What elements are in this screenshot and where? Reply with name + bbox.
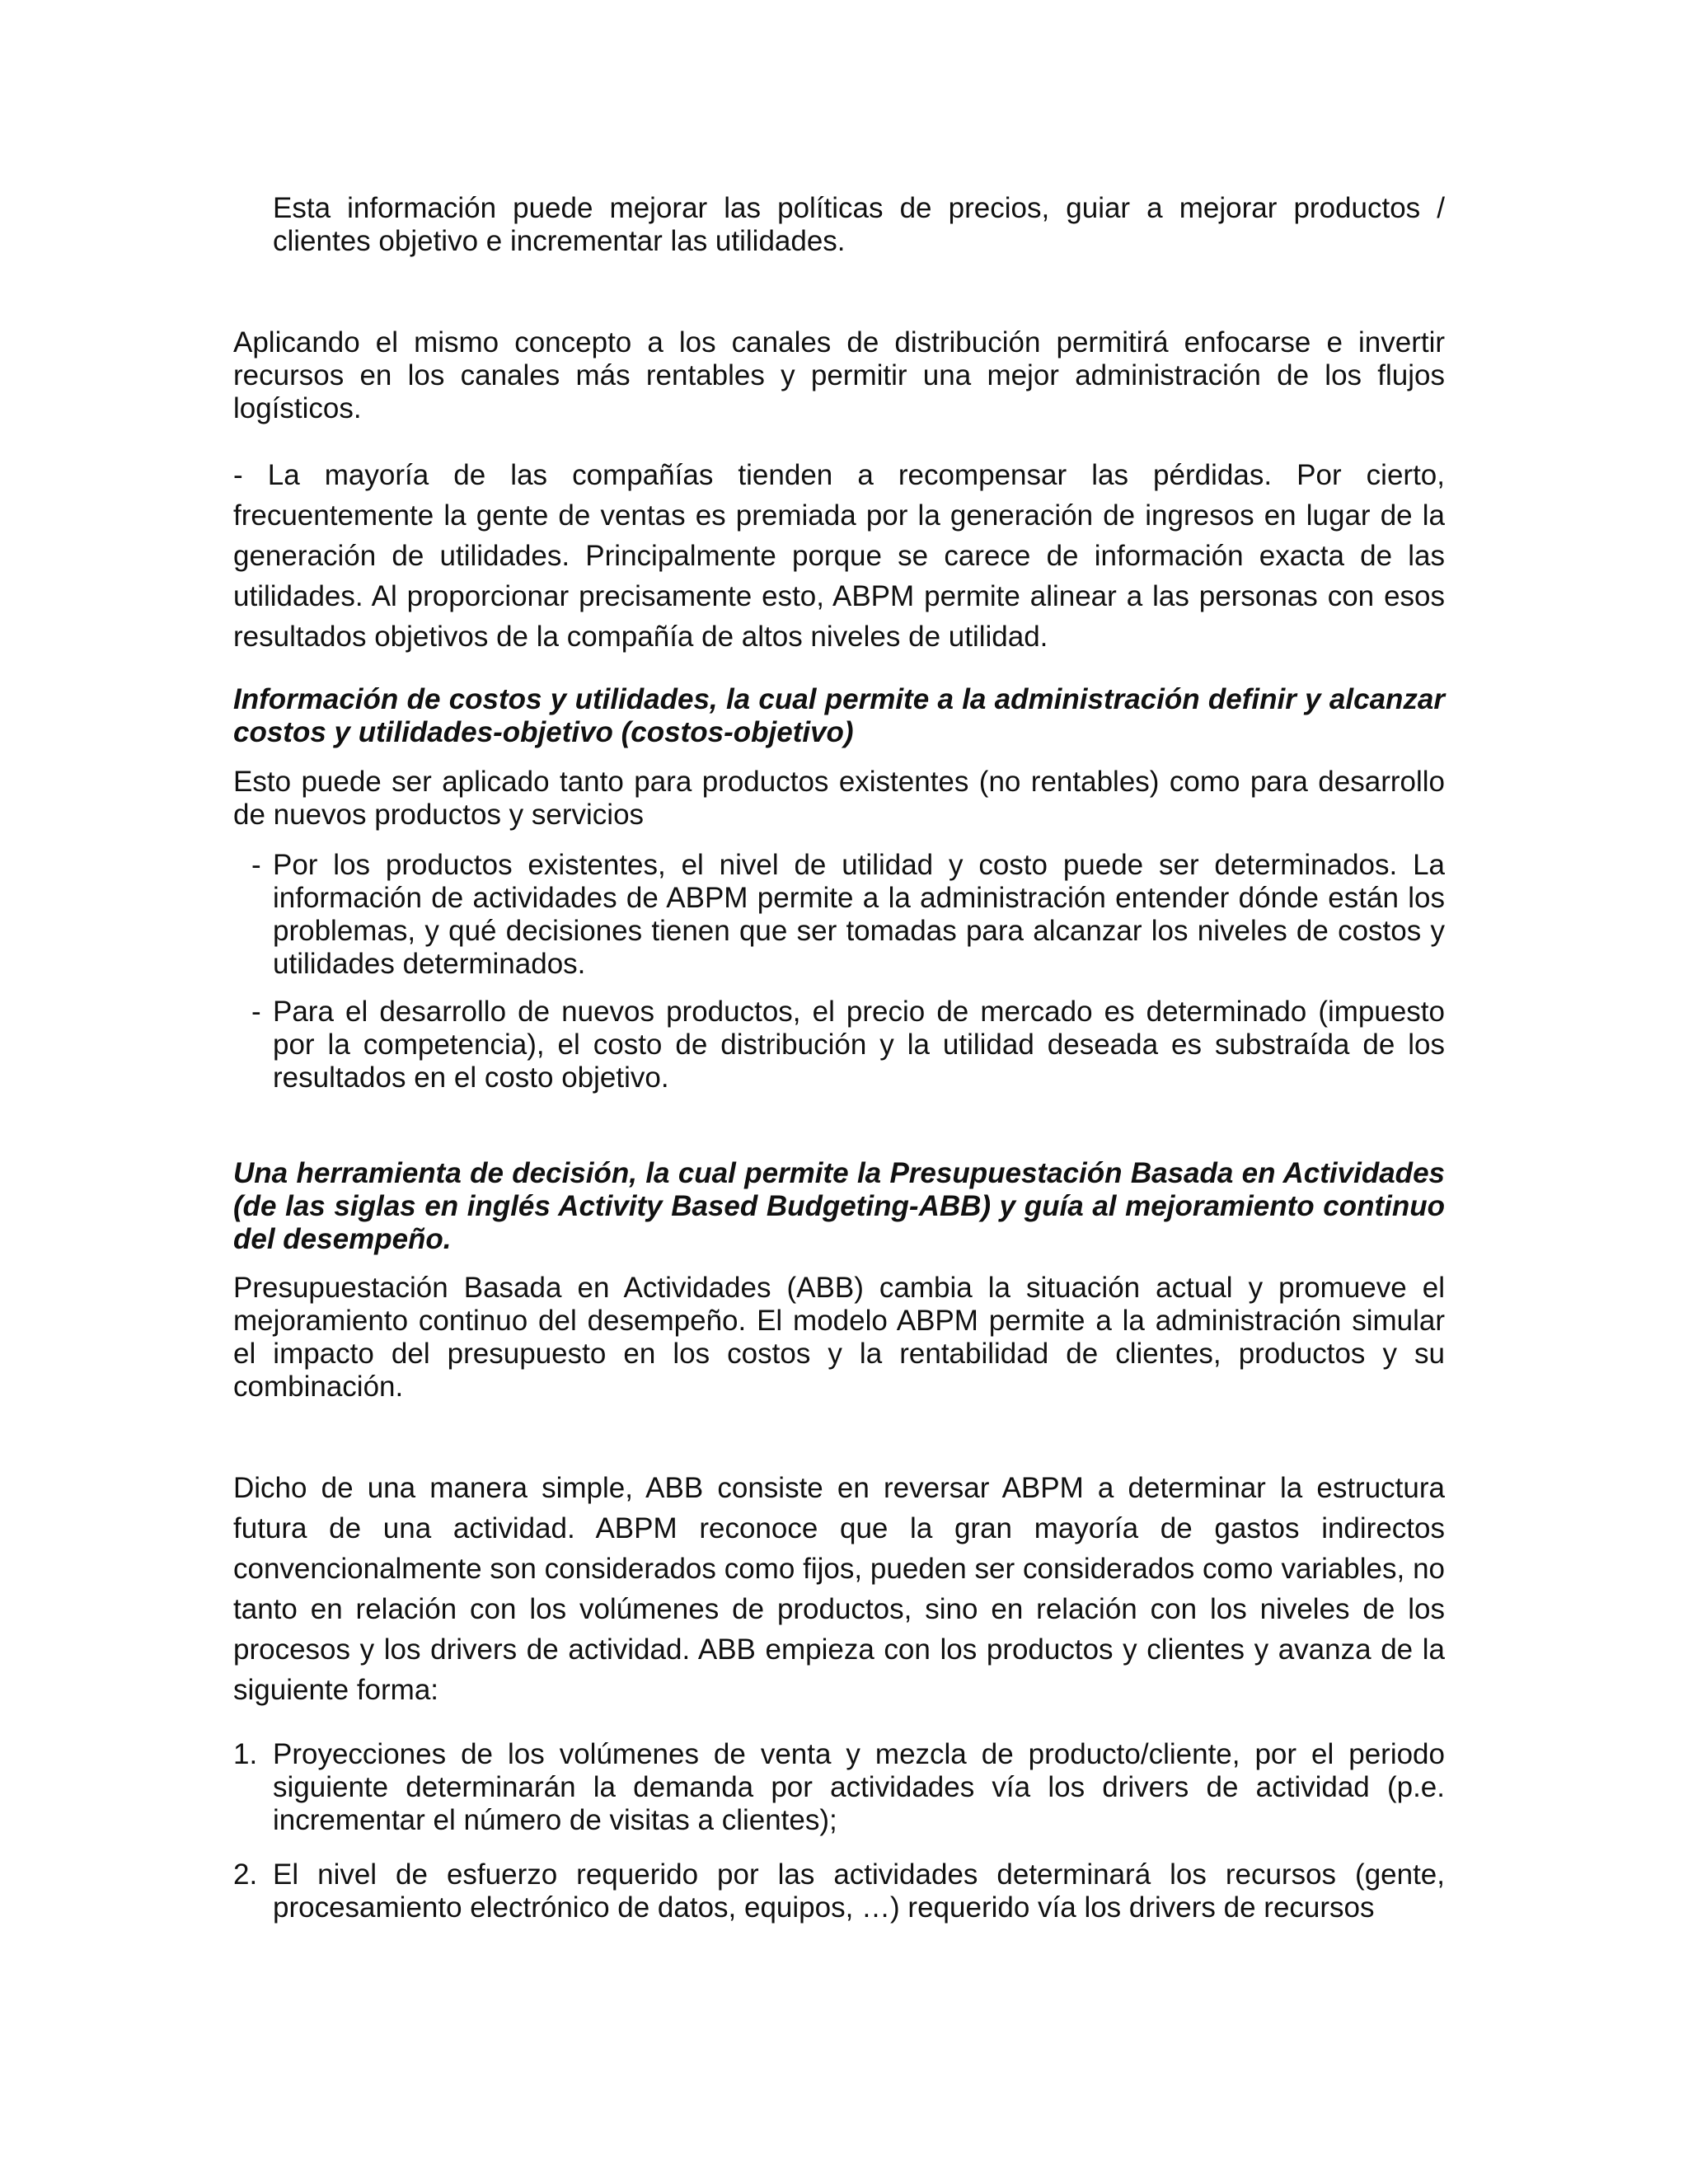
heading-decision-tool-abb: Una herramienta de decisión, la cual permite la Presupuestación Basada en Actividades (de las siglas en inglés Activity Based Budgeting-ABB) y guía al mejoramiento continuo del desempeño.	[233, 1157, 1445, 1255]
paragraph-abb-description: Presupuestación Basada en Actividades (ABB) cambia la situación actual y promueve el mejoramiento continuo del desempeño. El modelo ABPM permite a la administración simular el impacto del presupuesto en los costos y la rentabilidad de clientes, productos y su combinación.	[233, 1272, 1445, 1403]
list-item-text: Proyecciones de los volúmenes de venta y mezcla de producto/cliente, por el periodo siguiente determinarán la demanda por actividades vía los drivers de actividad (p.e. incrementar el número de visitas a clientes);	[273, 1738, 1445, 1836]
list-item-existing-products	[251, 849, 1445, 981]
paragraph-sales-rewards: - La mayoría de las compañías tienden a recompensar las pérdidas. Por cierto, frecuentemente la gente de ventas es premiada por la generación de ingresos en lugar de la generación de utilidades. Principalmente porque se carece de información exacta de las utilidades. Al proporcionar precisamente esto, ABPM permite alinear a las personas con esos resultados objetivos de la compañía de altos niveles de utilidad.	[233, 459, 1445, 653]
list-marker: -	[251, 996, 261, 1028]
paragraph-apply-products: Esto puede ser aplicado tanto para productos existentes (no rentables) como para desarrollo de nuevos productos y servicios	[233, 766, 1445, 831]
list-marker: 1.	[233, 1738, 258, 1770]
list-marker: -	[251, 849, 261, 881]
paragraph-pricing-info: Esta información puede mejorar las políticas de precios, guiar a mejorar productos / clientes objetivo e incrementar las utilidades.	[273, 192, 1445, 257]
heading-cost-profit-info: Información de costos y utilidades, la cual permite a la administración definir y alcanzar costos y utilidades-objetivo (costos-objetivo)	[233, 683, 1445, 748]
list-item-text: Por los productos existentes, el nivel de utilidad y costo puede ser determinados. La información de actividades de ABPM permite a la administración entender dónde están los problemas, y qué decisiones tienen que ser tomadas para alcanzar los niveles de costos y utilidades determinados.	[273, 849, 1445, 980]
list-item-text: El nivel de esfuerzo requerido por las actividades determinará los recursos (gente, procesamiento electrónico de datos, equipos, …) requerido vía los drivers de recursos	[273, 1858, 1445, 1924]
paragraph-distribution-channels: Aplicando el mismo concepto a los canales de distribución permitirá enfocarse e invertir recursos en los canales más rentables y permitir una mejor administración de los flujos logísticos.	[233, 326, 1445, 424]
list-item-text: Para el desarrollo de nuevos productos, el precio de mercado es determinado (impuesto por la competencia), el costo de distribución y la utilidad deseada es substraída de los resultados en el costo objetivo.	[273, 996, 1445, 1094]
paragraph-abb-simple: Dicho de una manera simple, ABB consiste en reversar ABPM a determinar la estructura futura de una actividad. ABPM reconoce que la gran mayoría de gastos indirectos convencionalmente son considerados como fijos, pueden ser considerados como variables, no tanto en relación con los volúmenes de productos, sino en relación con los niveles de los procesos y los drivers de actividad. ABB empieza con los productos y clientes y avanza de la siguiente forma:	[233, 1472, 1445, 1706]
list-item-new-products	[251, 996, 1445, 1094]
list-item-effort-level	[233, 1858, 1445, 1924]
list-marker: 2.	[233, 1858, 258, 1891]
list-item-sales-projections	[233, 1738, 1445, 1837]
